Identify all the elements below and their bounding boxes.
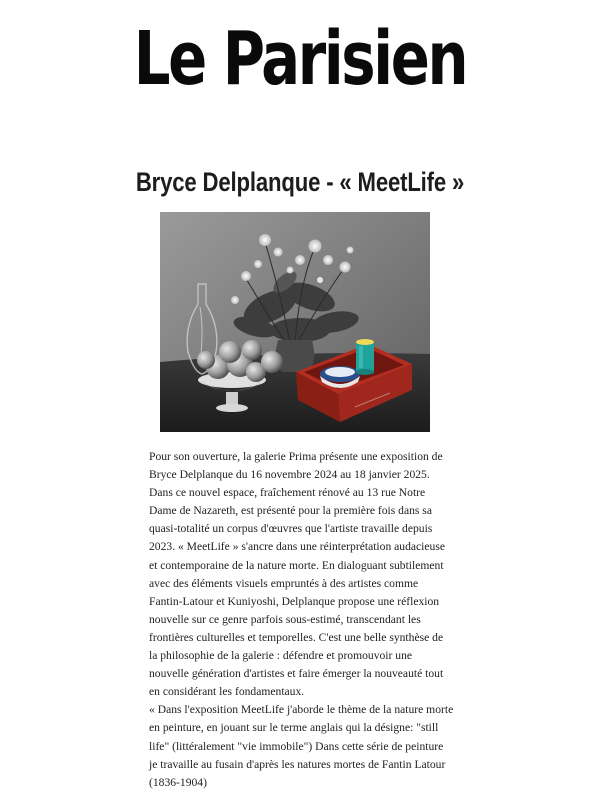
article-paragraph: « Dans l'exposition MeetLife j'aborde le thème de la nature morte en peinture, en jouant sur le terme anglais qui la désigne: "still life" (littéralement "vie immobile") Dans cette série de peinture je travaille au fusain d'après les natures mortes de Fantin Latour (1836-1904) xyxy=(149,703,454,789)
masthead-logo[interactable]: Le Parisien xyxy=(133,16,467,102)
article-headline: Bryce Delplanque - « MeetLife » xyxy=(135,167,465,197)
painting-teal-cup xyxy=(356,339,374,375)
artwork-image xyxy=(160,212,430,432)
article-body xyxy=(149,448,454,792)
article-paragraph: Pour son ouverture, la galerie Prima présente une exposition de Bryce Delplanque du 16 novembre 2024 au 18 janvier 2025. Dans ce nouvel espace, fraîchement rénové au 13 rue Notre Dame de Nazareth, est présenté pour la première fois dans sa quasi-totalité un corpus d'œuvres que l'artiste travaille depuis 2023. « MeetLife » s'ancre dans une réinterprétation audacieuse et contemporaine de la nature morte. En dialoguant subtilement avec des éléments visuels empruntés à des artistes comme Fantin-Latour et Kuniyoshi, Delplanque propose une réflexion nouvelle sur ce genre parfois sous-estimé, transcendant les frontières culturelles et temporelles. C'est une belle synthèse de la philosophie de la galerie : défendre et promouvoir une nouvelle génération d'artistes et faire émerger la nouveauté tout en considérant les fondamentaux. xyxy=(149,450,445,699)
